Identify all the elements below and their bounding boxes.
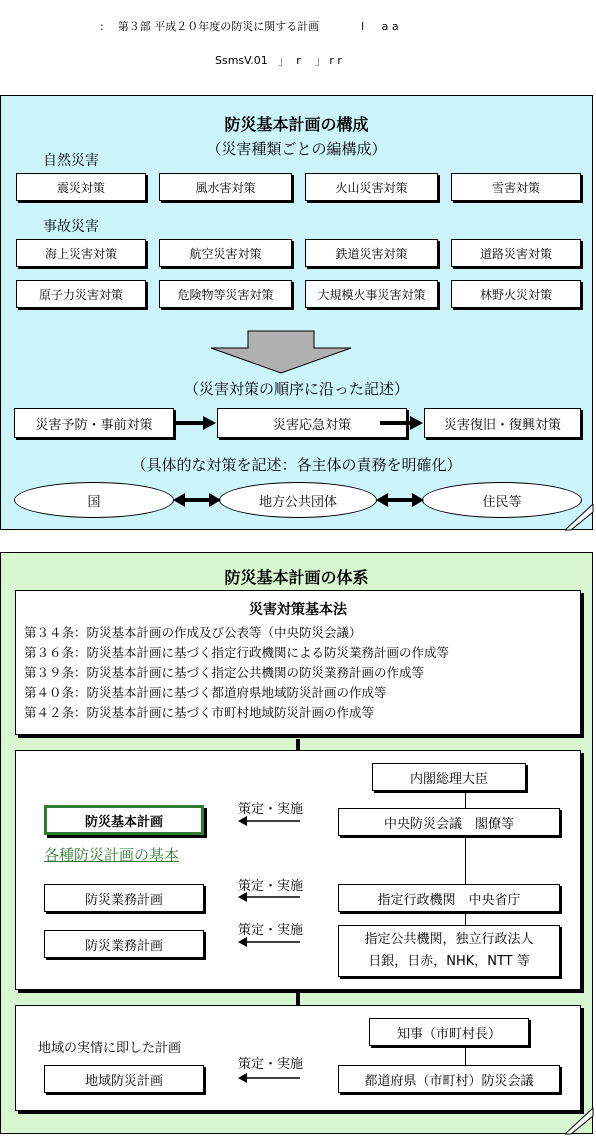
accident-item-nuclear: 原子力災害対策	[16, 280, 146, 308]
law-article: 第４２条：防災基本計画に基づく市町村地域防災計画の作成等	[24, 705, 375, 720]
accident-item-aviation: 航空災害対策	[159, 239, 292, 267]
double-arrow-icon	[173, 492, 221, 508]
page-curl-icon	[565, 504, 595, 532]
accident-item-maritime: 海上災害対策	[16, 239, 146, 267]
panel1-subtitle: （災害種類ごとの編構成）	[206, 140, 387, 158]
gov-agencies-box: 指定行政機関 中央省庁	[338, 884, 560, 912]
national-section	[15, 750, 581, 990]
framework-panel	[0, 552, 593, 1134]
connector-line	[296, 993, 300, 1005]
law-article: 第３９条：防災基本計画に基づく指定公共機関の防災業務計画の作成等	[24, 665, 425, 680]
left-arrow-icon	[238, 1072, 328, 1084]
law-title: 災害対策基本法	[249, 602, 347, 618]
sequence-prevention: 災害予防・事前対策	[14, 408, 174, 438]
right-arrow-icon	[175, 414, 217, 432]
action-label: 策定・実施	[238, 802, 304, 817]
accident-item-railway: 鉄道災害対策	[305, 239, 438, 267]
disaster-law-box	[15, 590, 581, 735]
structure-panel	[0, 95, 593, 530]
basic-plan-note: 各種防災計画の基本	[44, 846, 180, 864]
accident-item-forest-fire: 林野火災対策	[451, 280, 581, 308]
natural-item-storm-flood: 風水害対策	[159, 173, 292, 201]
accident-disaster-label: 事故災害	[43, 219, 99, 235]
actor-residents: 住民等	[422, 482, 582, 518]
left-arrow-icon	[238, 936, 328, 948]
specific-measures-label: （具体的な対策を記述：各主体の責務を明確化）	[131, 456, 462, 474]
central-council-box: 中央防災会議 閣僚等	[338, 808, 560, 836]
plan-b-box: 防災業務計画	[44, 930, 204, 958]
actor-local-government: 地方公共団体	[219, 482, 377, 518]
panel2-title: 防災基本計画の体系	[224, 568, 369, 587]
pref-council-box: 都道府県（市町村）防災会議	[338, 1065, 560, 1093]
public-institutions-box	[338, 925, 560, 977]
left-arrow-icon	[238, 891, 328, 903]
local-plan-box: 地域防災計画	[44, 1065, 204, 1093]
natural-disaster-label: 自然災害	[43, 153, 99, 169]
connector-line	[465, 1044, 466, 1066]
sequence-label: （災害対策の順序に沿った記述）	[183, 380, 409, 398]
actor-national: 国	[14, 482, 174, 518]
page-header-line2: SsmsV.01 」 r 」 r r	[215, 54, 342, 67]
accident-item-large-fire: 大規模火事災害対策	[305, 280, 438, 308]
accident-item-hazmat: 危険物等災害対策	[159, 280, 292, 308]
law-article: 第３４条：防災基本計画の作成及び公表等（中央防災会議）	[24, 625, 362, 640]
sequence-emergency-response: 災害応急対策	[217, 408, 407, 438]
public-institutions-line2: 日銀，日赤，NHK，NTT 等	[368, 954, 530, 969]
accident-item-road: 道路災害対策	[451, 239, 581, 267]
plan-a-box: 防災業務計画	[44, 884, 204, 912]
down-arrow-icon	[206, 328, 356, 376]
action-label: 策定・実施	[238, 923, 304, 938]
page-curl-icon	[565, 1108, 595, 1136]
left-arrow-icon	[238, 815, 328, 827]
law-article: 第３６条：防災基本計画に基づく指定行政機関による防災業務計画の作成等	[24, 645, 450, 660]
law-article: 第４０条：防災基本計画に基づく都道府県地域防災計画の作成等	[24, 685, 387, 700]
action-label: 策定・実施	[238, 879, 304, 894]
local-section	[15, 1005, 581, 1111]
right-arrow-icon	[380, 414, 424, 432]
local-note: 地域の実情に即した計画	[38, 1041, 182, 1056]
natural-item-earthquake: 震災対策	[16, 173, 146, 201]
governor-box: 知事（市町村長）	[369, 1018, 529, 1046]
prime-minister-box: 内閣総理大臣	[372, 763, 526, 791]
double-arrow-icon	[376, 492, 424, 508]
page-header-line1: : 第３部 平成２０年度の防災に関する計画 l a a	[100, 20, 399, 33]
panel1-title: 防災基本計画の構成	[224, 115, 369, 134]
natural-item-volcano: 火山災害対策	[305, 173, 438, 201]
public-institutions-line1: 指定公共機関，独立行政法人	[364, 932, 534, 947]
natural-item-snow: 雪害対策	[451, 173, 581, 201]
action-label: 策定・実施	[238, 1057, 304, 1072]
sequence-recovery: 災害復旧・復興対策	[424, 408, 581, 438]
basic-plan-box: 防災基本計画	[44, 805, 204, 835]
